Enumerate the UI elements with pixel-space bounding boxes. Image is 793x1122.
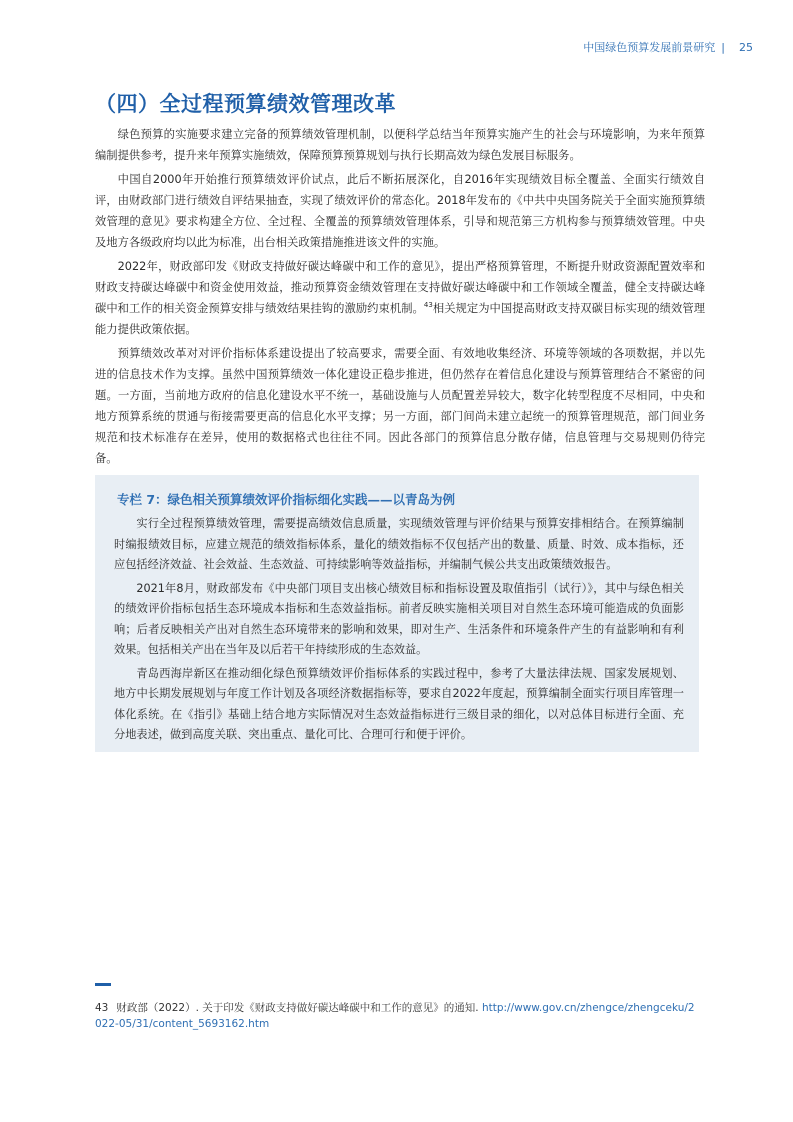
- paragraph: 绿色预算的实施要求建立完备的预算绩效管理机制，以便科学总结当年预算实施产生的社会与环境影响，为来年预算编制提供参考，提升来年预算实施绩效，保障预算预算规划与执行长期高效为绿色发展目标服务。: [95, 128, 705, 162]
- paragraph: 预算绩效改革对对评价指标体系建设提出了较高要求，需要全面、有效地收集经济、环境等领域的各项数据，并以先进的信息技术作为支撑。虽然中国预算绩效一体化建设正稳步推进，但仍然存在着信息化建设与预算管理结合不紧密的问题。一方面，当前地方政府的信息化建设水平不统一，基础设施与人员配置差异较大，数字化转型程度不尽相同，中央和地方预算系统的贯通与衔接需要更高的信息化水平支撑；另一方面，部门间尚未建立起统一的预算管理规范，部门间业务规范和技术标准存在差异，使用的数据格式也往往不同。因此各部门的预算信息分散存储，信息管理与交易规则仍待完备。: [95, 347, 705, 465]
- box-paragraph: 实行全过程预算绩效管理，需要提高绩效信息质量，实现绩效管理与评价结果与预算安排相结合。在预算编制时编报绩效目标，应建立规范的绩效指标体系，量化的绩效指标不仅包括产出的数量、质量、时效、成本指标，还应包括经济效益、社会效益、生态效益、可持续影响等效益指标，并编制气候公共支出政策绩效报告。: [114, 517, 684, 571]
- section-heading: （四）全过程预算绩效管理改革: [95, 92, 396, 116]
- case-study-box: [95, 475, 699, 752]
- paragraph: [95, 256, 705, 340]
- page-header: [583, 39, 753, 55]
- box-text: [114, 514, 684, 746]
- header-separator: |: [721, 40, 725, 54]
- footnote-divider: [95, 983, 111, 986]
- box-title: 专栏 7：绿色相关预算绩效评价指标细化实践——以青岛为例: [117, 492, 456, 507]
- paragraph: 中国自2000年开始推行预算绩效评价试点，此后不断拓展深化，自2016年实现绩效目标全覆盖、全面实行绩效自评，由财政部门进行绩效自评结果抽查，实现了绩效评价的常态化。2018年发布的《中共中央国务院关于全面实施预算绩效管理的意见》要求构建全方位、全过程、全覆盖的预算绩效管理体系，引导和规范第三方机构参与预算绩效管理。中央及地方各级政府均以此为标准，出台相关政策措施推进该文件的实施。: [95, 173, 705, 249]
- box-paragraph: 青岛西海岸新区在推动细化绿色预算绩效评价指标体系的实践过程中，参考了大量法律法规、国家发展规划、地方中长期发展规划与年度工作计划及各项经济数据指标等，要求自2022年度起，预算编制全面实行项目库管理一体化系统。在《指引》基础上结合地方实际情况对生态效益指标进行三级目录的细化，以对总体目标进行全面、充分地表述，做到高度关联、突出重点、量化可比、合理可行和便于评价。: [114, 666, 684, 741]
- paragraph-text: 2022年，财政部印发《财政支持做好碳达峰碳中和工作的意见》，提出严格预算管理，不断提升财政资源配置效率和财政支持碳达峰碳中和资金使用效益，推动预算资金绩效管理在支持做好碳达峰碳中和工作领域全覆盖，健全支持碳达峰碳中和工作的相关资金预算安排与绩效结果挂钩的激励约束机制。: [95, 260, 705, 315]
- page-number: 25: [739, 40, 753, 54]
- paragraph-text: 相关规定为中国提高财政支持双碳目标实现的绩效管理能力提供政策依据。: [95, 302, 705, 336]
- footnote-number: 43: [95, 1002, 109, 1014]
- footnote-reference[interactable]: 43: [423, 301, 433, 310]
- box-paragraph: 2021年8月，财政部发布《中央部门项目支出核心绩效目标和指标设置及取值指引（试行）》，其中与绿色相关的绩效评价指标包括生态环境成本指标和生态效益指标。前者反映实施相关项目对自然生态环境可能造成的负面影响；后者反映相关产出对自然生态环境带来的影响和效果，即对生产、生活条件和环境条件产生的有益影响和有利效果。包括相关产出在当年及以后若干年持续形成的生态效益。: [114, 581, 684, 656]
- footnote-text: 财政部（2022）. 关于印发《财政支持做好碳达峰碳中和工作的意见》的通知.: [116, 1002, 479, 1014]
- footnote: [95, 1000, 695, 1032]
- body-text: [95, 124, 705, 469]
- running-title: 中国绿色预算发展前景研究: [583, 41, 716, 54]
- footnote-link[interactable]: http://www.gov.cn/zhengce/zhengceku/2022-05/31/content_5693162.htm: [95, 1002, 695, 1030]
